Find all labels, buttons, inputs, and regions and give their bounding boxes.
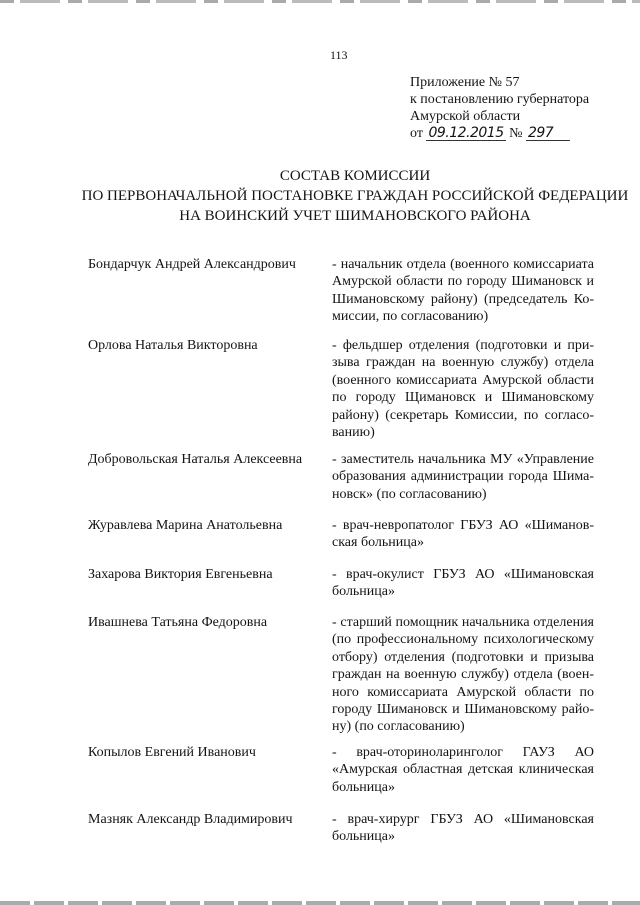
member-name: Копылов Евгений Иванович <box>88 745 256 760</box>
member-role: - врач-невропатолог ГБУЗ АО «Шиманов-ская больница» <box>332 518 594 551</box>
number-label: № <box>509 126 523 141</box>
member-name: Орлова Наталья Викторовна <box>88 338 258 353</box>
handwritten-date: 09.12.2015 <box>428 125 504 141</box>
title-line-1: СОСТАВ КОМИССИИ <box>279 168 431 184</box>
member-name: Мазняк Александр Владимирович <box>88 812 293 827</box>
member-role: - врач-оториноларинголог ГАУЗ АО «Амурская областная детская клиническая больница» <box>332 745 594 795</box>
appendix-date-line <box>410 125 589 142</box>
appendix-line-1: Приложение № 57 <box>410 75 520 90</box>
member-name: Добровольская Наталья Алексеевна <box>88 452 303 467</box>
member-role: - врач-хирург ГБУЗ АО «Шимановская больница» <box>332 812 594 845</box>
from-label: от <box>410 126 423 141</box>
title-line-2: ПО ПЕРВОНАЧАЛЬНОЙ ПОСТАНОВКЕ ГРАЖДАН РОССИЙСКОЙ ФЕДЕРАЦИИ <box>81 188 629 204</box>
member-role: - заместитель начальника МУ «Управление образования администрации города Шима-новск» (по согласованию) <box>332 452 594 502</box>
handwritten-number: 297 <box>526 126 570 141</box>
member-name: Бондарчук Андрей Александрович <box>88 257 296 272</box>
scan-artifact-bottom <box>0 901 640 905</box>
document-title <box>70 166 640 226</box>
page-number: 113 <box>330 48 348 62</box>
title-line-3: НА ВОИНСКИЙ УЧЕТ ШИМАНОВСКОГО РАЙОНА <box>179 208 531 224</box>
member-role: - фельдшер отделения (подготовки и при-зыва граждан на военную службу) отдела (военного комиссариата Амурской области по городу Щимановск и Шимановскому району) (секретарь Комиссии, по согласо-ванию) <box>332 338 594 441</box>
member-role: - старший помощник начальника отделения (по профессиональному психологическому отбору) отделения (подготовки и призыва граждан на военную службу) отдела (воен-ного комиссариата Амурской области по городу Шимановск и Шимановскому райо-ну) (по согласованию) <box>332 615 594 735</box>
scan-artifact-top <box>0 0 640 3</box>
member-name: Захарова Виктория Евгеньевна <box>88 567 273 582</box>
appendix-line-3: Амурской области <box>410 109 521 124</box>
member-name: Ивашнева Татьяна Федоровна <box>88 615 268 630</box>
appendix-line-2: к постановлению губернатора <box>410 92 590 107</box>
appendix-block <box>410 74 589 142</box>
member-name: Журавлева Марина Анатольевна <box>88 518 283 533</box>
member-role: - врач-окулист ГБУЗ АО «Шимановская больница» <box>332 567 594 600</box>
member-role: - начальник отдела (военного комиссариата Амурской области по городу Шимановск и Шимановскому району) (председатель Ко-миссии, по согласованию) <box>332 257 594 325</box>
